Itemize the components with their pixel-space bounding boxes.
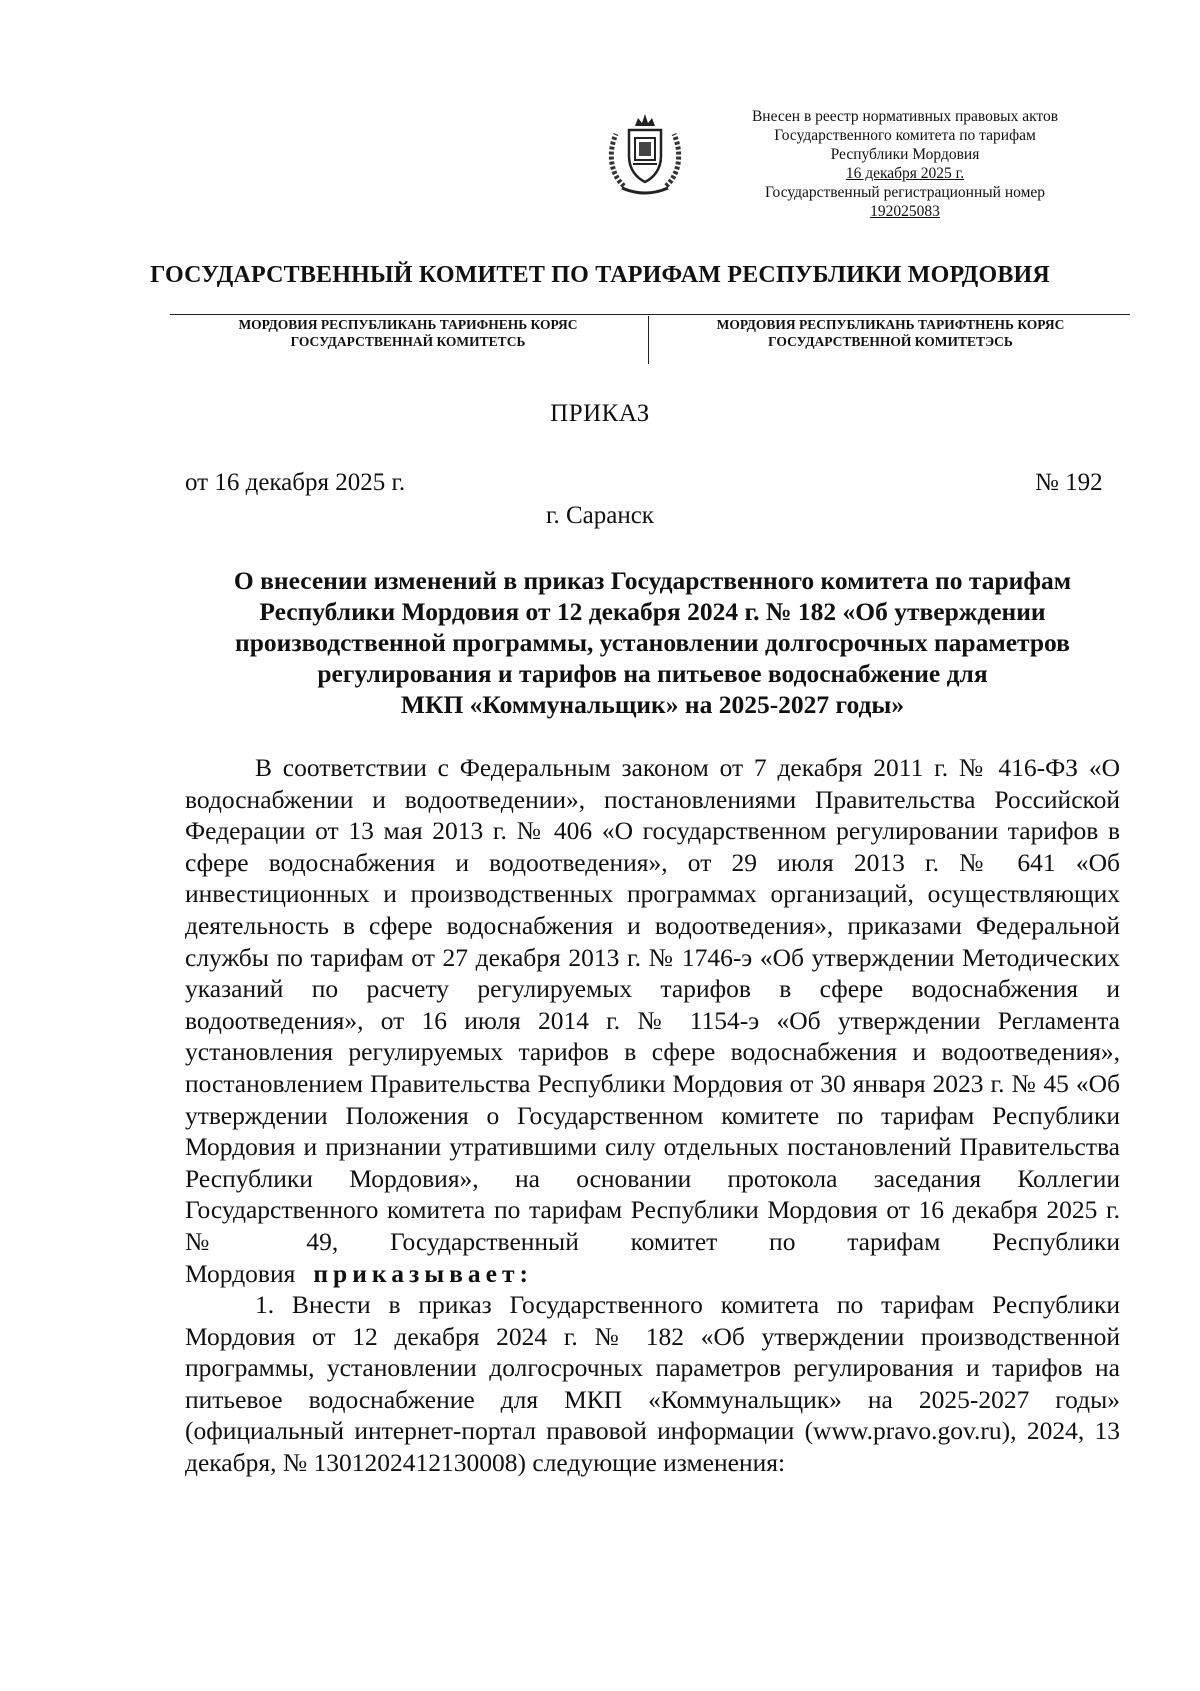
document-city: г. Саранск [546, 502, 654, 529]
preamble-text: В соответствии с Федеральным законом от 7 декабря 2011 г. № 416-ФЗ «О водоснабжении и водоотведении», постановлениями Правительства Российской Федерации от 13 мая 2013 г. № 406 «О государственном регулировании тарифов в сфере водоснабжения и водоотведения», от 29 июля 2013 г. № 641 «Об инвестиционных и производственных программах организаций, осуществляющих деятельность в сфере водоснабжения и водоотведения», приказами Федеральной службы по тарифам от 27 декабря 2013 г. № 1746-э «Об утверждении Методических указаний по расчету регулируемых тарифов в сфере водоснабжения и водоотведения», от 16 июля 2014 г. № 1154-э «Об утверждении Регламента установления регулируемых тарифов в сфере водоснабжения и водоотведения», постановлением Правительства Республики Мордовия от 30 января 2023 г. № 45 «Об утверждении Положения о Государственном комитете по тарифам Республики Мордовия и признании утратившими силу отдельных постановлений Правительства Республики Мордовия», на основании протокола заседания Коллегии Государственного комитета по тарифам Республики Мордовия от 16 декабря 2025 г. № 49, Государственный комитет по тарифам Республики Мордовия [185, 753, 1120, 1288]
erzya-org-name [658, 316, 1123, 350]
title-line: регулирования и тарифов на питьевое водоснабжение для [317, 659, 988, 688]
moksha-line-2: ГОСУДАРСТВЕННАЙ КОМИТЕТСЬ [290, 334, 526, 349]
moksha-org-name [178, 316, 638, 350]
registry-line-5: Государственный регистрационный номер [764, 184, 1046, 201]
header-column-divider [648, 316, 649, 364]
registry-date: 16 декабря 2025 г. [845, 165, 965, 182]
document-title [185, 565, 1120, 720]
decree-word: приказывает: [313, 1258, 533, 1288]
document-type: ПРИКАЗ [550, 400, 650, 427]
registry-line-1: Внесен в реестр нормативных правовых актов [751, 108, 1059, 125]
erzya-line-1: МОРДОВИЯ РЕСПУБЛИКАНЬ ТАРИФТНЕНЬ КОРЯС [716, 317, 1065, 332]
document-number: № 192 [1035, 469, 1103, 496]
document-date: от 16 декабря 2025 г. [185, 469, 406, 496]
paragraph-preamble [185, 752, 1120, 1289]
moksha-line-1: МОРДОВИЯ РЕСПУБЛИКАНЬ ТАРИФНЕНЬ КОРЯС [238, 317, 578, 332]
coat-of-arms-emblem [602, 108, 688, 198]
title-line: МКП «Коммунальщик» на 2025-2027 годы» [400, 690, 905, 719]
registry-line-2: Государственного комитета по тарифам [774, 127, 1036, 144]
registry-number: 192025083 [870, 203, 940, 220]
title-line: Республики Мордовия от 12 декабря 2024 г. № 182 «Об утверждении [259, 597, 1046, 626]
registry-line-3: Республики Мордовия [830, 146, 980, 163]
erzya-line-2: ГОСУДАРСТВЕННОЙ КОМИТЕТЭСЬ [768, 334, 1013, 349]
organization-name: ГОСУДАРСТВЕННЫЙ КОМИТЕТ ПО ТАРИФАМ РЕСПУБЛИКИ МОРДОВИЯ [150, 262, 1050, 288]
paragraph-item-1: 1. Внести в приказ Государственного комитета по тарифам Республики Мордовия от 12 декабря 2024 г. № 182 «Об утверждении производственной программы, установлении долгосрочных параметров регулирования и тарифов на питьевое водоснабжение для МКП «Коммунальщик» на 2025-2027 годы» (официальный интернет-портал правовой информации (www.pravo.gov.ru), 2024, 13 декабря, № 1301202412130008) следующие изменения: [185, 1290, 1120, 1478]
header-divider [170, 314, 1130, 315]
registry-stamp [720, 107, 1090, 221]
document-body [185, 752, 1120, 1479]
title-line: производственной программы, установлении долгосрочных параметров [235, 628, 1070, 657]
title-line: О внесении изменений в приказ Государственного комитета по тарифам [233, 566, 1072, 595]
